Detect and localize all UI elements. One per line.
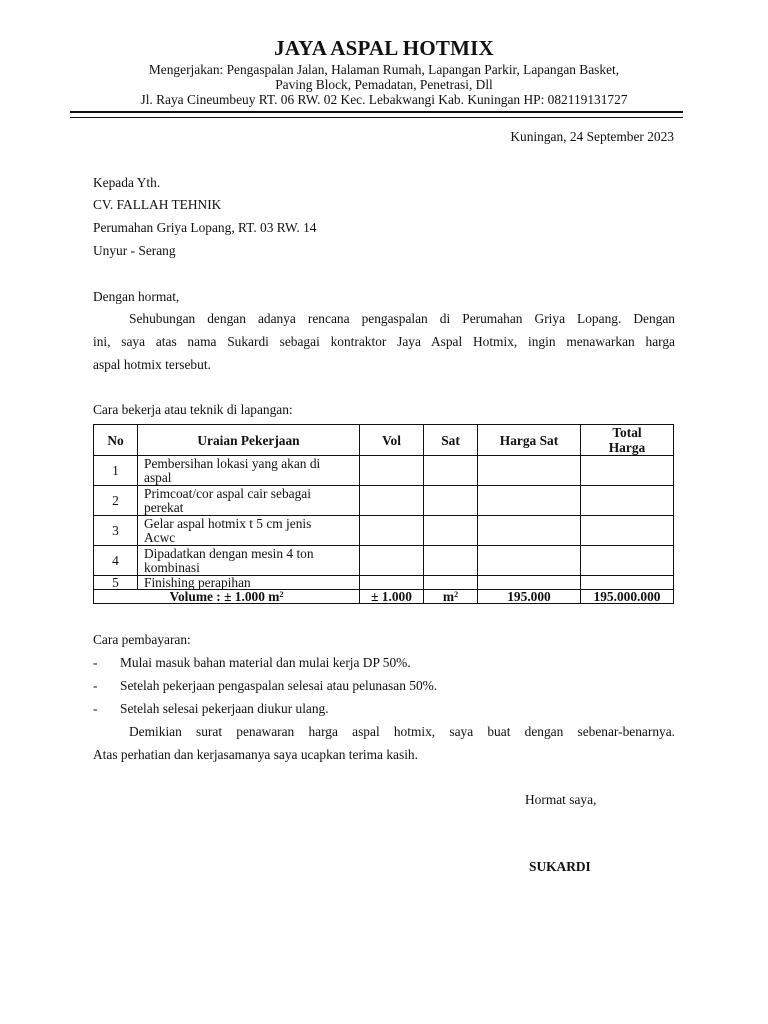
row-no: 2 — [94, 486, 138, 516]
volume-vol: ± 1.000 — [360, 590, 424, 604]
table-row — [94, 456, 674, 486]
row-desc-l1: Pembersihan lokasi yang akan di — [144, 455, 321, 471]
table-header-row — [94, 425, 674, 456]
row-desc-l2: Acwc — [144, 529, 176, 545]
bullet-dash: - — [93, 678, 98, 693]
payment-item-text: Mulai masuk bahan material dan mulai kerja DP 50%. — [120, 655, 411, 670]
volume-label-text: Volume : ± 1.000 m — [169, 589, 280, 604]
row-price — [478, 486, 581, 516]
row-desc — [138, 456, 360, 486]
recipient-address-1: Perumahan Griya Lopang, RT. 03 RW. 14 — [93, 220, 317, 235]
method-heading: Cara bekerja atau teknik di lapangan: — [93, 402, 293, 417]
row-vol — [360, 546, 424, 576]
row-desc — [138, 486, 360, 516]
row-total — [581, 486, 674, 516]
row-price — [478, 516, 581, 546]
volume-row — [94, 590, 674, 604]
intro-line-1: Sehubungan dengan adanya rencana pengaspalan di Perumahan Griya Lopang. Dengan — [129, 311, 675, 326]
payment-item-text: Setelah selesai pekerjaan diukur ulang. — [120, 701, 329, 716]
row-sat — [424, 546, 478, 576]
col-vol-header: Vol — [360, 425, 424, 456]
bullet-dash: - — [93, 655, 98, 670]
row-total — [581, 576, 674, 590]
row-sat — [424, 456, 478, 486]
intro-line-2: ini, saya atas nama Sukardi sebagai kontraktor Jaya Aspal Hotmix, ingin menawarkan harga — [93, 334, 675, 349]
row-vol — [360, 486, 424, 516]
row-no: 5 — [94, 576, 138, 590]
opening-greeting: Dengan hormat, — [93, 289, 180, 304]
row-desc-l1: Dipadatkan dengan mesin 4 ton — [144, 545, 314, 561]
company-name: JAYA ASPAL HOTMIX — [274, 36, 494, 60]
table-row — [94, 576, 674, 590]
table-row — [94, 516, 674, 546]
row-total — [581, 456, 674, 486]
regards: Hormat saya, — [525, 792, 597, 807]
services-line-2: Paving Block, Pemadatan, Penetrasi, Dll — [275, 77, 493, 92]
payment-item-text: Setelah pekerjaan pengaspalan selesai atau pelunasan 50%. — [120, 678, 438, 693]
recipient-name: CV. FALLAH TEHNIK — [93, 197, 222, 212]
table-row — [94, 546, 674, 576]
row-no: 4 — [94, 546, 138, 576]
row-vol — [360, 576, 424, 590]
row-desc-l2: kombinasi — [144, 559, 200, 575]
payment-heading: Cara pembayaran: — [93, 632, 191, 647]
recipient-address-2: Unyur - Serang — [93, 243, 176, 258]
header-rule-thin — [70, 117, 683, 118]
row-price — [478, 546, 581, 576]
row-total — [581, 516, 674, 546]
col-total-header-l1: Total — [612, 425, 642, 440]
volume-sat-text: m — [442, 589, 455, 604]
recipient-salutation: Kepada Yth. — [93, 175, 161, 190]
volume-label — [94, 590, 360, 604]
row-price — [478, 456, 581, 486]
row-sat — [424, 576, 478, 590]
volume-price: 195.000 — [478, 590, 581, 604]
row-no: 1 — [94, 456, 138, 486]
company-address: Jl. Raya Cineumbeuy RT. 06 RW. 02 Kec. Lebakwangi Kab. Kuningan HP: 082119131727 — [140, 92, 628, 107]
col-sat-header: Sat — [424, 425, 478, 456]
bullet-dash: - — [93, 701, 98, 716]
signer-name: SUKARDI — [529, 859, 591, 874]
volume-sat-sup: 2 — [454, 590, 459, 599]
row-sat — [424, 486, 478, 516]
work-table — [93, 424, 674, 604]
volume-label-sup: 2 — [279, 590, 284, 599]
closing-line-2: Atas perhatian dan kerjasamanya saya ucapkan terima kasih. — [93, 747, 418, 762]
header-rule-thick — [70, 111, 683, 113]
col-price-header: Harga Sat — [478, 425, 581, 456]
table-row — [94, 486, 674, 516]
row-desc-l2: aspal — [144, 469, 172, 485]
closing-line-1: Demikian surat penawaran harga aspal hotmix, saya buat dengan sebenar-benarnya. — [129, 724, 675, 739]
row-desc — [138, 546, 360, 576]
col-no-header: No — [94, 425, 138, 456]
place-date: Kuningan, 24 September 2023 — [510, 129, 674, 144]
volume-total: 195.000.000 — [581, 590, 674, 604]
services-line-1: Mengerjakan: Pengaspalan Jalan, Halaman Rumah, Lapangan Parkir, Lapangan Basket, — [148, 62, 620, 77]
row-desc-l1: Gelar aspal hotmix t 5 cm jenis — [144, 515, 312, 531]
row-sat — [424, 516, 478, 546]
volume-sat — [424, 590, 478, 604]
intro-line-3: aspal hotmix tersebut. — [93, 357, 211, 372]
row-desc: Finishing perapihan — [138, 576, 360, 590]
row-price — [478, 576, 581, 590]
col-total-header-l2: Harga — [608, 440, 646, 455]
row-vol — [360, 456, 424, 486]
row-vol — [360, 516, 424, 546]
row-desc-l1: Primcoat/cor aspal cair sebagai — [144, 485, 311, 501]
row-desc — [138, 516, 360, 546]
col-total-header — [581, 425, 674, 456]
col-desc-header: Uraian Pekerjaan — [138, 425, 360, 456]
row-total — [581, 546, 674, 576]
row-desc-l2: perekat — [144, 499, 184, 515]
row-no: 3 — [94, 516, 138, 546]
